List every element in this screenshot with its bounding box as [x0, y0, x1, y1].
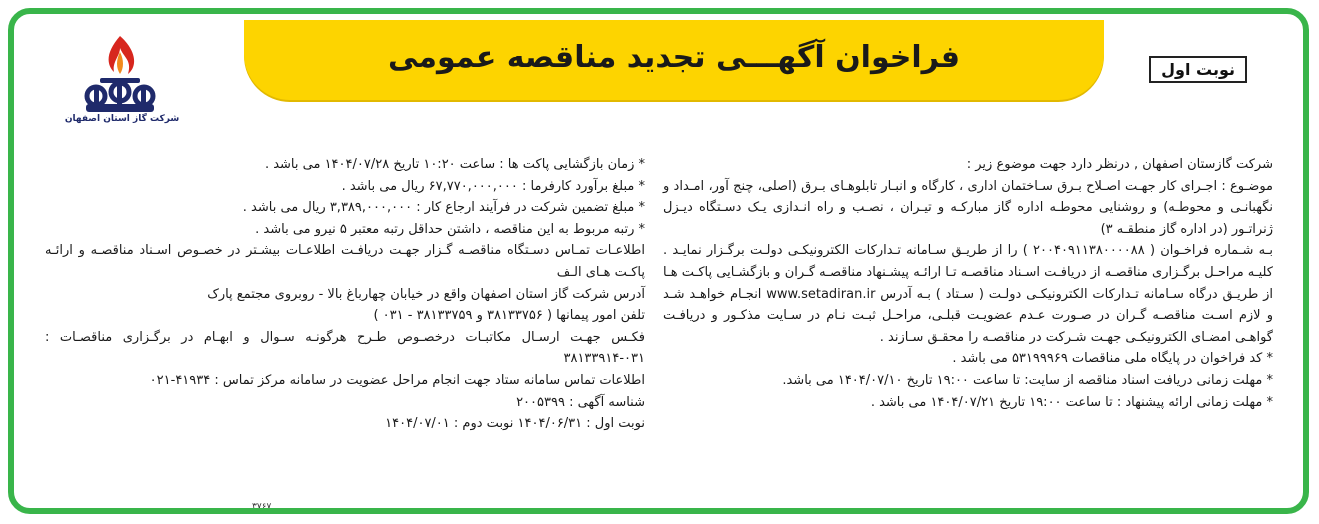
paragraph: نوبت اول : ۱۴۰۴/۰۶/۳۱ نوبت دوم : ۱۴۰۴/۰۷/۰۱: [385, 416, 645, 432]
paragraph: شناسه آگهی : ۲۰۰۵۳۹۹: [516, 394, 645, 410]
paragraph: * مهلت زمانی ارائه پیشنهاد : تا ساعت ۱۹:۰۰ تاریخ ۱۴۰۴/۰۷/۲۱ می باشد .: [870, 394, 1273, 410]
paragraph: * کد فراخوان در پایگاه ملی مناقصات ۵۳۱۹۹۹۶۹ می باشد .: [952, 351, 1273, 367]
logo-caption: شرکت گاز استان اصفهان: [64, 114, 180, 124]
paragraph: آدرس شرکت گاز استان اصفهان واقع در خیابان چهارباغ بالا - روبروی مجتمع پارک: [207, 286, 645, 302]
paragraph: * مهلت زمانی دریافت اسناد مناقصه از سایت: تا ساعت ۱۹:۰۰ تاریخ ۱۴۰۴/۰۷/۱۰ می باشد.: [782, 372, 1273, 388]
announcement-right-column: [663, 154, 1273, 413]
paragraph: فکـس جهـت ارسـال مکاتبـات درخصـوص طـرح هرگونـه سـوال و ابهـام در برگـزاری مناقصـات : ۰۳۱-۳۸۱۳۳۹۱۴: [45, 329, 645, 367]
ad-frame: [8, 8, 1309, 514]
round-badge: نوبت اول: [1149, 56, 1247, 83]
paragraph: اطلاعـات تمـاس دسـتگاه مناقصـه گـزار جهـت دریافـت اطلاعـات بیشـتر در خصـوص اسـناد مناقصـه و ارائـه پاکـت هـای الـف: [45, 243, 645, 280]
title-banner: [244, 20, 1104, 100]
footer-code: ۳۷۶۷: [252, 502, 272, 512]
paragraph: * زمان بازگشایی پاکت ها : ساعت ۱۰:۲۰ تاریخ ۱۴۰۴/۰۷/۲۸ می باشد .: [264, 157, 645, 172]
paragraph: شرکت گازستان اصفهان , درنظر دارد جهت موضوع زیر :: [966, 157, 1273, 172]
paragraph: تلفن امور پیمانها ( ۳۸۱۳۳۷۵۶ و ۳۸۱۳۳۷۵۹ - ۰۳۱ ): [373, 308, 645, 324]
paragraph: اطلاعات تماس سامانه ستاد جهت انجام مراحل عضویت در سامانه مرکز تماس : ۴۱۹۳۴-۰۲۱: [149, 372, 645, 388]
paragraph: * مبلغ برآورد کارفرما : ۶۷,۷۷۰,۰۰۰,۰۰۰ ریال می باشد .: [341, 178, 645, 194]
paragraph: * رتبه مربوط به این مناقصه ، داشتن حداقل رتبه معتبر ۵ نیرو می باشد .: [255, 221, 645, 237]
announcement-left-column: [45, 154, 645, 435]
ad-title: فراخوان آگهـــی تجدید مناقصه عمومی: [388, 40, 960, 75]
paragraph: * مبلغ تضمین شرکت در فرآیند ارجاع کار : ۳,۳۸۹,۰۰۰,۰۰۰ ریال می باشد .: [242, 200, 645, 216]
paragraph: موضـوع : اجـرای کار جهـت اصـلاح بـرق سـاختمان اداری ، کارگاه و انبـار تابلوهـای بـرق (اصلی، چنج آور، امـداد و نگهبانـی و محوطـه) و روشنایی محوطـه اداره گاز مبارکـه و تیـران ، نصـب و راه انـدازی یـک دسـتگاه دیـزل ژنراتـور (در اداره گاز منطقـه ۳): [663, 178, 1273, 237]
paragraph: بـه شـماره فراخـوان ( ۲۰۰۴۰۹۱۱۳۸۰۰۰۰۸۸ ) را از طریـق سـامانه تـدارکات الکترونیکـی دولـت برگـزار نمایـد . کلیـه مراحـل برگـزاری مناقصـه از دریافـت اسـناد مناقصـه تـا ارائـه پیشـنهاد مناقصـه گـران و بازگشـایی پاکـت هـا از طریـق درگاه سـامانه تـدارکات الکترونیکـی دولـت ( سـتاد ) بـه آدرس www.setadiran.ir انجـام خواهـد شـد و لازم اسـت مناقصـه گـران در صـورت عـدم عضویـت قبلـی، مراحـل ثبـت نـام در سـایت مذکـور و دریافـت گواهـی امضـای الکترونیکـی جهـت شـرکت در مناقصـه را محقـق سـازند .: [663, 243, 1274, 345]
